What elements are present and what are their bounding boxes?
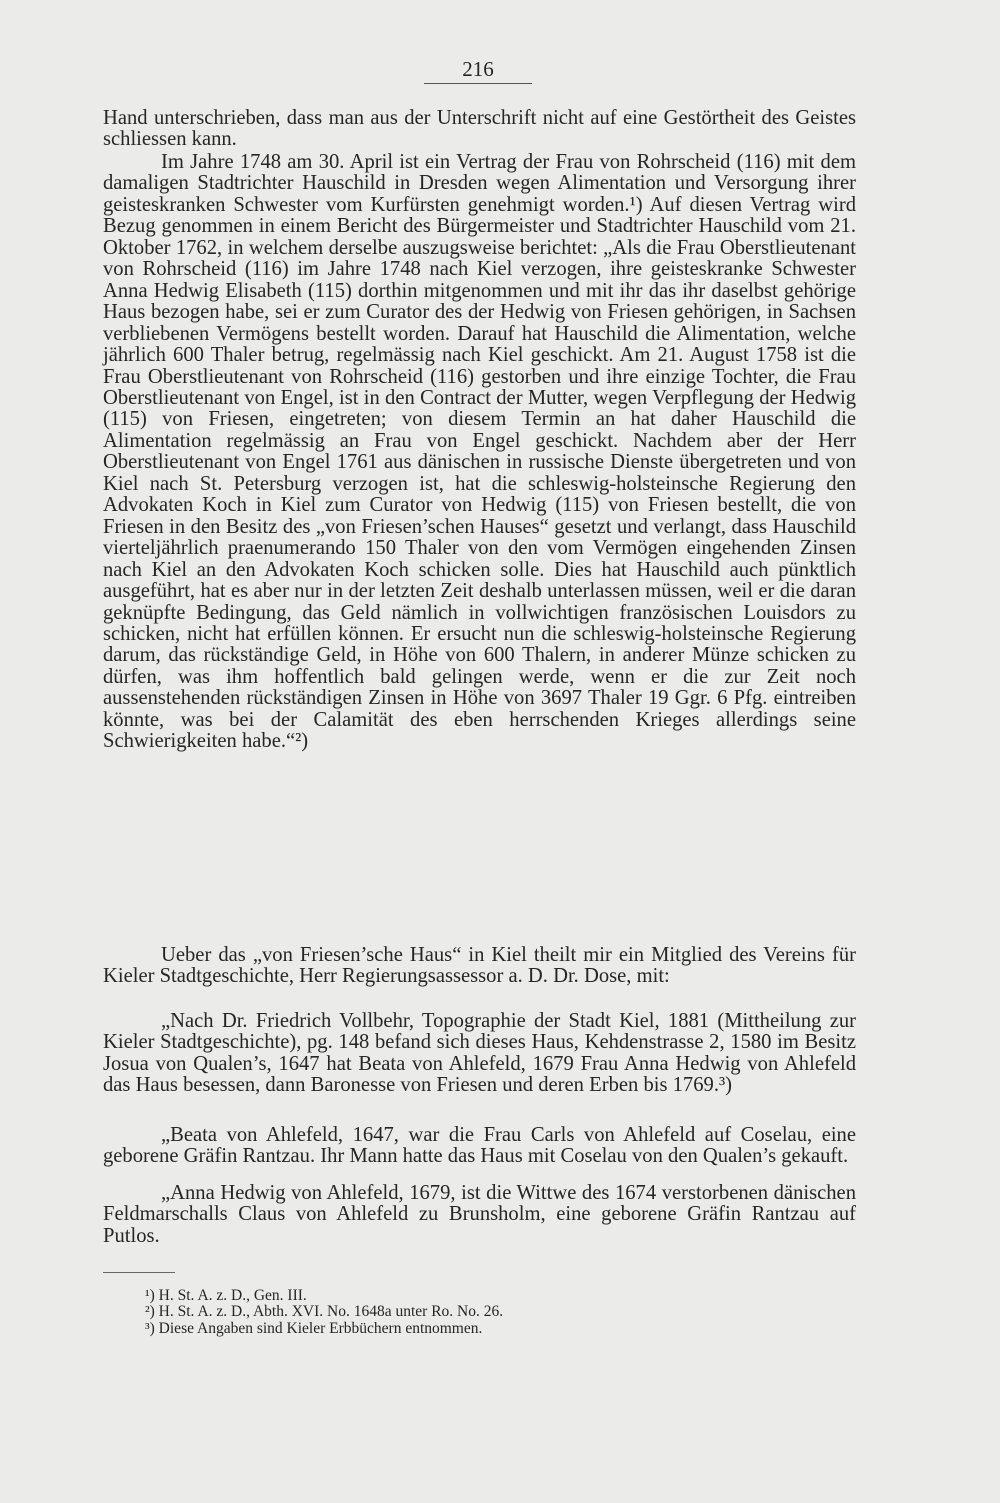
paragraph-2: Im Jahre 1748 am 30. April ist ein Vertrag der Frau von Rohrscheid (116) mit dem damaligen Stadtrichter Hauschild in Dresden wegen Alimentation und Versorgung ihrer geisteskranken Schwester vom Kurfürsten genehmigt worden.¹) Auf diesen Vertrag wird Bezug genommen in einem Bericht des Bürgermeister und Stadtrichter Hauschild vom 21. Oktober 1762, in welchem derselbe auszugsweise berichtet: „Als die Frau Oberstlieutenant von Rohrscheid (116) im Jahre 1748 nach Kiel verzogen, ihre geisteskranke Schwester Anna Hedwig Elisabeth (115) dorthin mitgenommen und mit ihr das ihr daselbst gehörige Haus bezogen habe, sei er zum Curator des der Hedwig von Friesen gehörigen, in Sachsen verbliebenen Vermögens bestellt worden. Darauf hat Hauschild die Alimentation, welche jährlich 600 Thaler betrug, regelmässig nach Kiel geschickt. Am 21. August 1758 ist die Frau Oberstlieutenant von Rohrscheid (116) gestorben und ihre einzige Tochter, die Frau Oberstlieutenant von Engel, ist in den Contract der Mutter, wegen Verpflegung der Hedwig (115) von Friesen, eingetreten; von diesem Termin an hat daher Hauschild die Alimentation regelmässig an Frau von Engel geschickt. Nachdem aber der Herr Oberstlieutenant von Engel 1761 aus dänischen in russische Dienste übergetreten und von Kiel nach St. Petersburg verzogen ist, hat die schleswig-holsteinsche Regierung den Advokaten Koch in Kiel zum Curator von Hedwig (115) von Friesen bestellt, die von Friesen in den Besitz des „von Friesen’schen Hauses“ gesetzt und verlangt, dass Hauschild vierteljährlich praenumerando 150 Thaler von den vom Vermögen eingehenden Zinsen nach Kiel an den Advokaten Koch schicken solle. Dies hat Hauschild auch pünktlich ausgeführt, hat es aber nur in der letzten Zeit deshalb unterlassen müssen, weil er die daran geknüpfte Bedingung, das Geld nämlich in vollwichtigen französischen Louisdors zu schicken, nicht hat erfüllen können. Er ersucht nun die schleswig-holsteinsche Regierung darum, das rückständige Geld, in Höhe von 600 Thalern, in anderer Münze schicken zu dürfen, was ihm hoffentlich bald gelingen werde, wenn er die zur Zeit noch aussenstehenden rückständigen Zinsen in Höhe von 3697 Thaler 19 Ggr. 6 Pfg. eintreiben könnte, was bei der Calamität des eben herrschenden Krieges allerdings seine Schwierigkeiten habe.“²) xyxy=(103,151,856,753)
body-text xyxy=(103,108,856,1253)
paragraph-4: „Nach Dr. Friedrich Vollbehr, Topographie der Stadt Kiel, 1881 (Mittheilung zur Kieler Stadtgeschichte), pg. 148 befand sich dieses Haus, Kehdenstrasse 2, 1580 im Besitz Josua von Qualen’s, 1647 hat Beata von Ahlefeld, 1679 Frau Anna Hedwig von Ahlefeld das Haus besessen, dann Baronesse von Friesen und deren Erben bis 1769.³) xyxy=(103,1010,856,1097)
paragraph-5: „Beata von Ahlefeld, 1647, war die Frau Carls von Ahlefeld auf Coselau, eine geborene Gräfin Rantzau. Ihr Mann hatte das Haus mit Coselau von den Qualen’s gekauft. xyxy=(103,1124,856,1168)
page-number: 216 xyxy=(462,57,494,81)
header-rule xyxy=(424,83,532,84)
footnotes xyxy=(145,1288,705,1337)
paragraph-1: Hand unterschrieben, dass man aus der Unterschrift nicht auf eine Gestörtheit des Geistes schliessen kann. xyxy=(103,107,856,151)
footnote-2: ²) H. St. A. z. D., Abth. XVI. No. 1648a unter Ro. No. 26. xyxy=(145,1303,504,1321)
paragraph-3: Ueber das „von Friesen’sche Haus“ in Kiel theilt mir ein Mitglied des Vereins für Kieler Stadtgeschichte, Herr Regierungsassessor a. D. Dr. Dose, mit: xyxy=(103,944,856,988)
footnote-rule xyxy=(103,1272,175,1273)
footnote-1: ¹) H. St. A. z. D., Gen. III. xyxy=(145,1287,307,1304)
paragraph-6: „Anna Hedwig von Ahlefeld, 1679, ist die Wittwe des 1674 verstorbenen dänischen Feldmarschalls Claus von Ahlefeld zu Brunsholm, eine geborene Gräfin Rantzau auf Putlos. xyxy=(103,1182,856,1247)
footnote-3: ³) Diese Angaben sind Kieler Erbbüchern entnommen. xyxy=(145,1319,483,1337)
